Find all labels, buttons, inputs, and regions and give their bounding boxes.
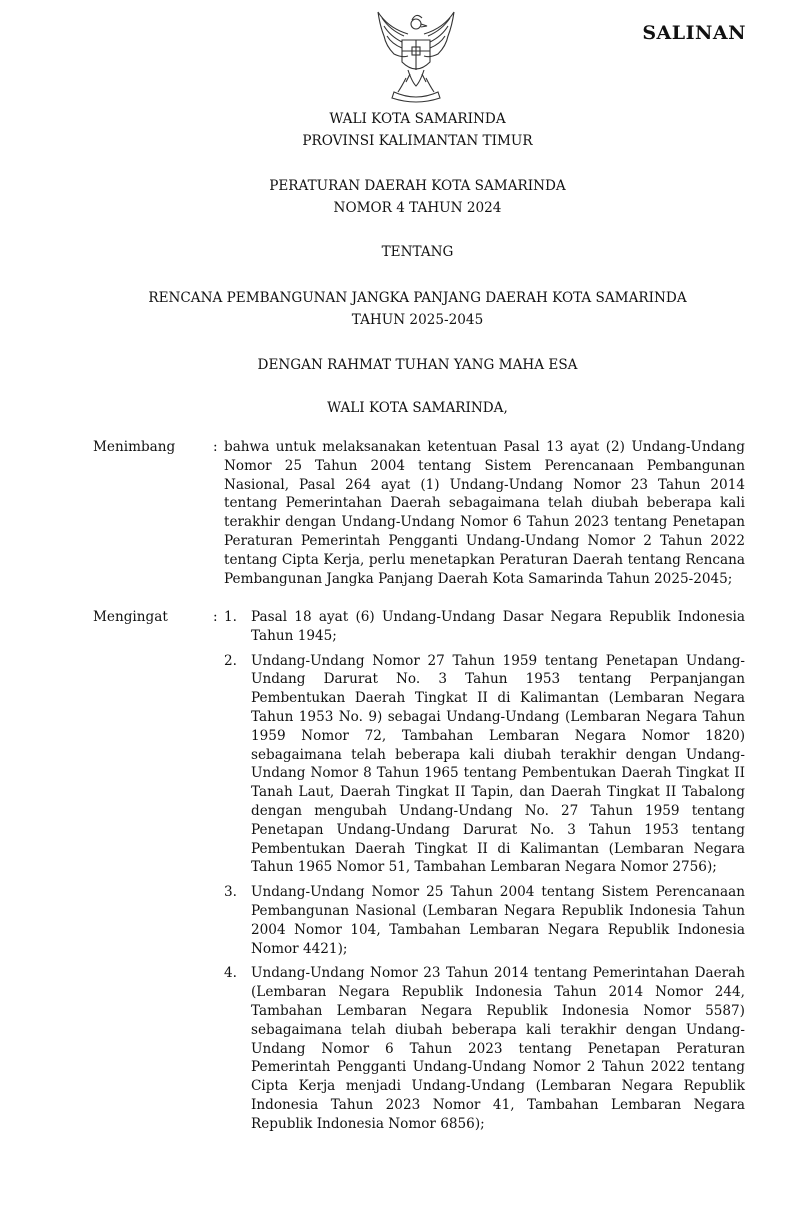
regulation-subject [80, 287, 755, 331]
province-name: PROVINSI KALIMANTAN TIMUR [302, 133, 533, 149]
list-item-number: 4. [224, 965, 237, 982]
list-item-text: Undang-Undang Nomor 25 Tahun 2004 tentang Sistem Perencanaan Pembangunan Nasional (Lembaran Negara Republik Indonesia Tahun 2004 Nomor 104, Tambahan Lembaran Negara Republik Indonesia Nomor 4421); [251, 884, 745, 957]
subject-line-1: RENCANA PEMBANGUNAN JANGKA PANJANG DAERAH KOTA SAMARINDA [148, 290, 687, 306]
regulation-heading [80, 175, 755, 219]
list-item [224, 883, 745, 958]
list-item-number: 1. [224, 609, 237, 625]
list-item-text: Undang-Undang Nomor 27 Tahun 1959 tentang Penetapan Undang-Undang Darurat No. 3 Tahun 1953 tentang Perpanjangan Pembentukan Daerah Tingkat II di Kalimantan (Lembaran Negara Tahun 1953 No. 9) sebagai Undang-Undang (Lembaran Negara Tahun 1959 Nomor 72, Tambahan Lembaran Negara Nomor 1820) sebagaimana telah beberapa kali diubah terakhir dengan Undang-Undang Nomor 8 Tahun 1965 tentang Pembentukan Daerah Tingkat II Tanah Laut, Daerah Tingkat II Tapin, dan Daerah Tingkat II Tabalong dengan mengubah Undang-Undang No. 27 Tahun 1959 tentang Penetapan Undang-Undang Darurat No. 3 Tahun 1953 tentang Pembentukan Daerah Tingkat II di Kalimantan (Lembaran Negara Tahun 1965 Nomor 51, Tambahan Lembaran Negara Nomor 2756); [251, 652, 745, 876]
list-item [224, 608, 745, 646]
menimbang-label: Menimbang [93, 439, 176, 455]
blessing-line: DENGAN RAHMAT TUHAN YANG MAHA ESA [257, 357, 578, 373]
list-item-number: 2. [224, 652, 237, 669]
list-item [224, 652, 745, 878]
list-item [224, 964, 745, 1133]
menimbang-text: bahwa untuk melaksanakan ketentuan Pasal 13 ayat (2) Undang-Undang Nomor 25 Tahun 2004 tentang Sistem Perencanaan Pembangunan Nasional, Pasal 264 ayat (1) Undang-Undang Nomor 23 Tahun 2014 tentang Pemerintahan Daerah sebagaimana telah diubah beberapa kali terakhir dengan Undang-Undang Nomor 6 Tahun 2023 tentang Penetapan Peraturan Pemerintah Pengganti Undang-Undang Nomor 2 Tahun 2022 tentang Cipta Kerja, perlu menetapkan Peraturan Daerah tentang Rencana Pembangunan Jangka Panjang Daerah Kota Samarinda Tahun 2025-2045; [224, 439, 745, 587]
menimbang-colon: : [213, 439, 218, 455]
mengingat-row [93, 608, 745, 1134]
mengingat-section [93, 608, 745, 1140]
subject-line-2: TAHUN 2025-2045 [351, 312, 484, 328]
signatory-line: WALI KOTA SAMARINDA, [327, 400, 508, 416]
garuda-emblem-icon [368, 6, 464, 106]
mengingat-colon: : [213, 609, 218, 625]
list-item-text: Undang-Undang Nomor 23 Tahun 2014 tentang Pemerintahan Daerah (Lembaran Negara Republik Indonesia Tahun 2014 Nomor 244, Tambahan Lembaran Negara Republik Indonesia Nomor 5587) sebagaimana telah diubah beberapa kali terakhir dengan Undang-Undang Nomor 6 Tahun 2023 tentang Penetapan Peraturan Pemerintah Pengganti Undang-Undang Nomor 2 Tahun 2022 tentang Cipta Kerja menjadi Undang-Undang (Lembaran Negara Republik Indonesia Tahun 2023 Nomor 41, Tambahan Lembaran Negara Republik Indonesia Nomor 6856); [251, 965, 745, 1132]
menimbang-section [93, 438, 745, 588]
issuer-title: WALI KOTA SAMARINDA [329, 111, 506, 127]
salinan-stamp: SALINAN [642, 22, 746, 44]
menimbang-row [93, 438, 745, 588]
list-item-number: 3. [224, 884, 237, 901]
mengingat-label: Mengingat [93, 609, 168, 625]
list-item-text: Pasal 18 ayat (6) Undang-Undang Dasar Negara Republik Indonesia Tahun 1945; [251, 609, 745, 644]
regulation-title: PERATURAN DAERAH KOTA SAMARINDA [269, 178, 566, 194]
regulation-number: NOMOR 4 TAHUN 2024 [333, 200, 502, 216]
issuer-heading [80, 108, 755, 152]
about-label: TENTANG [381, 244, 454, 260]
